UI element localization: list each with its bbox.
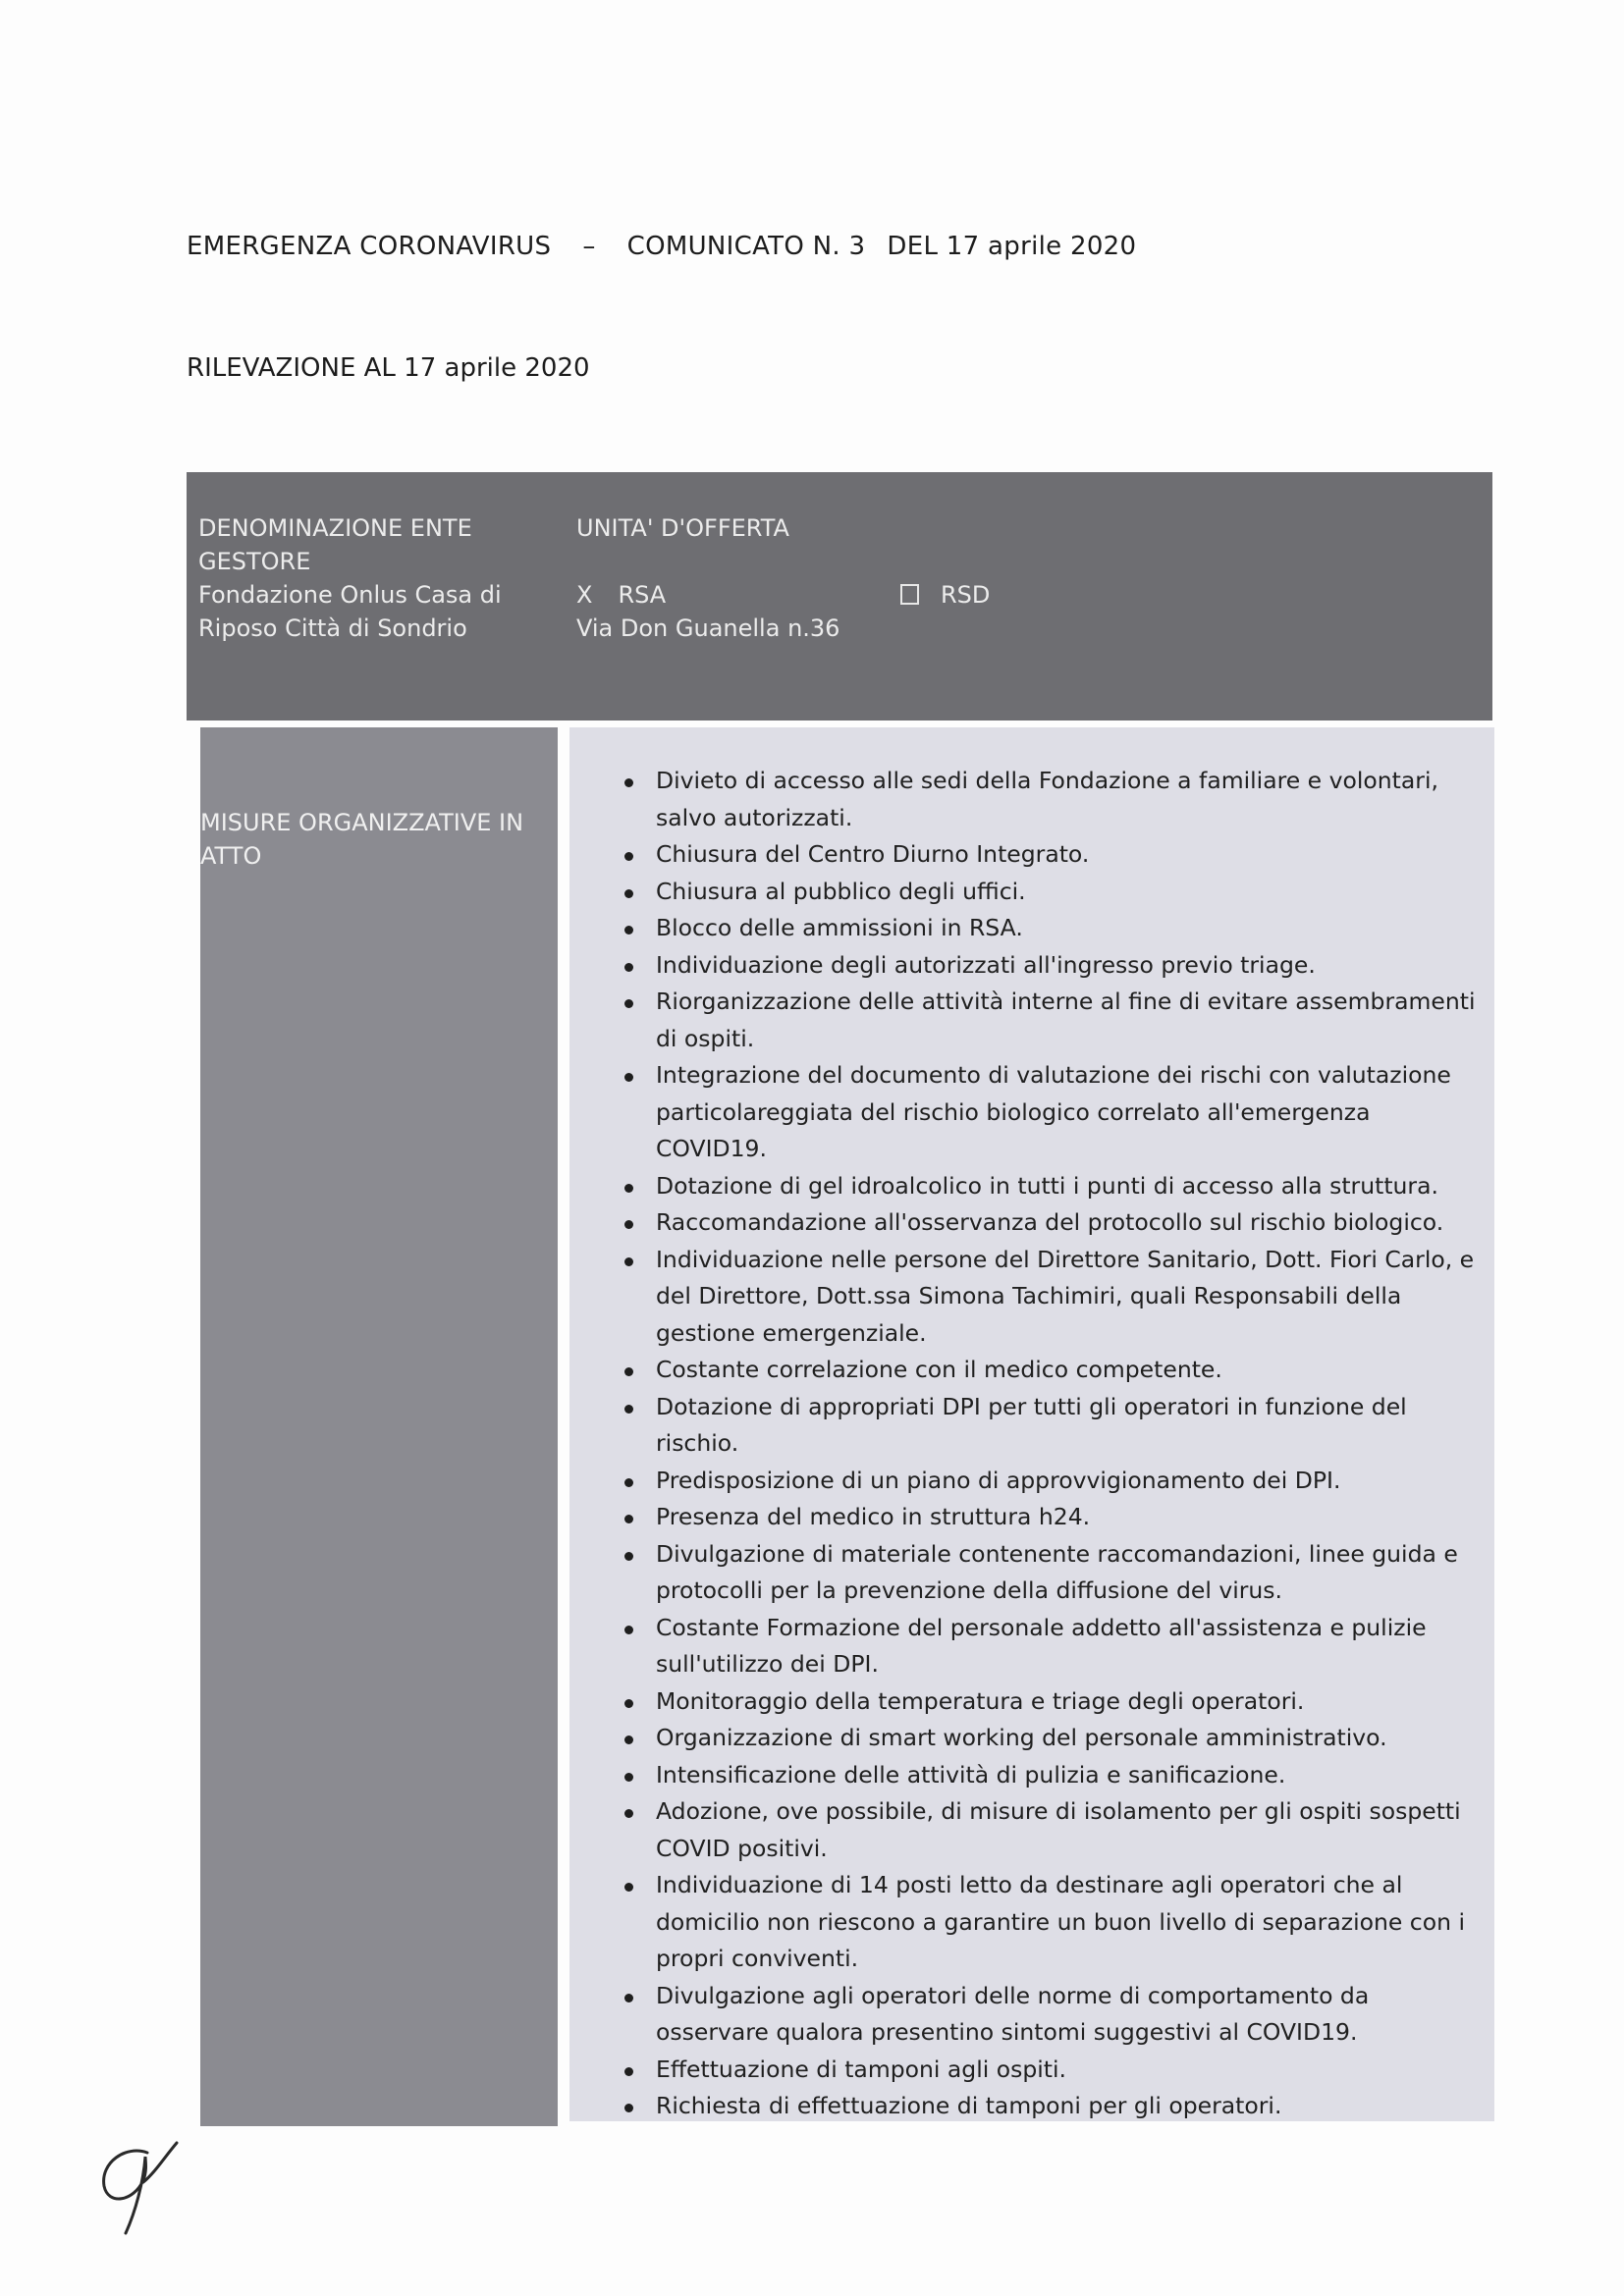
bullet-icon [624,2067,633,2076]
bullet-icon [624,1073,633,1082]
measure-text: Raccomandazione all'osservanza del protocollo sul rischio biologico. [656,1208,1444,1236]
rsd-option [900,578,990,612]
measure-item [569,1352,1483,1389]
bullet-icon [624,2104,633,2112]
bullet-icon [624,963,633,972]
bullet-icon [624,1699,633,1708]
bullet-icon [624,1809,633,1818]
measure-text: Blocco delle ammissioni in RSA. [656,914,1023,941]
measure-text: Intensificazione delle attività di pulizia e sanificazione. [656,1760,1286,1789]
unit-options [576,578,1460,612]
bullet-icon [624,1515,633,1523]
measure-text: Presenza del medico in struttura h24. [656,1503,1091,1530]
measure-item [569,836,1483,874]
measure-item [569,1463,1483,1500]
rsa-check-mark: X [576,581,593,609]
measure-item [569,1683,1483,1721]
measure-text: Individuazione degli autorizzati all'ingresso previo triage. [656,950,1316,979]
bullet-icon [624,1626,633,1634]
header-comunicato: COMUNICATO N. 3 [626,232,866,261]
measure-item [569,1867,1483,1978]
bullet-icon [624,1184,633,1193]
measure-item [569,1720,1483,1757]
measure-item [569,1793,1483,1867]
misure-content-cell [569,727,1494,2121]
measure-text: Dotazione di gel idroalcolico in tutti i punti di accesso alla struttura. [656,1171,1438,1200]
measure-item [569,1057,1483,1168]
bullet-icon [624,1552,633,1561]
measure-item [569,984,1483,1057]
measures-list [569,763,1483,2125]
measure-item [569,1610,1483,1683]
header-title: EMERGENZA CORONAVIRUS [187,232,552,261]
measure-text: Dotazione di appropriati DPI per tutti gli operatori in funzione del rischio. [656,1392,1407,1457]
measure-text: Monitoraggio della temperatura e triage degli operatori. [656,1686,1305,1715]
measure-text: Divulgazione di materiale contenente raccomandazioni, linee guida e protocolli per la prevenzione della diffusione del virus. [656,1539,1458,1604]
bullet-icon [624,889,633,898]
misure-label-cell [200,727,558,2126]
measure-text: Integrazione del documento di valutazione dei rischi con valutazione particolareggiata del rischio biologico correlato all'emergenza COVID19. [656,1061,1451,1162]
bullet-icon [624,1735,633,1744]
measure-item [569,2088,1483,2125]
rilevazione-line: RILEVAZIONE AL 17 aprile 2020 [187,353,590,383]
ente-cell [198,511,552,645]
measure-item [569,1242,1483,1353]
ente-label-line2: GESTORE [198,548,311,575]
measure-text: Organizzazione di smart working del personale amministrativo. [656,1724,1387,1751]
measure-item [569,874,1483,911]
address: Via Don Guanella n.36 [576,614,840,642]
measure-text: Divieto di accesso alle sedi della Fondazione a familiare e volontari, salvo autorizzati. [656,767,1438,831]
measure-text: Adozione, ove possibile, di misure di isolamento per gli ospiti sospetti COVID positivi. [656,1797,1461,1862]
header-dash: – [582,232,596,261]
measure-item [569,1204,1483,1242]
unita-label: UNITA' D'OFFERTA [576,514,789,542]
table-top-row [187,472,1492,721]
ente-label-line1: DENOMINAZIONE ENTE [198,514,472,542]
measure-text: Chiusura al pubblico degli uffici. [656,877,1026,905]
measure-text: Effettuazione di tamponi agli ospiti. [656,2055,1067,2083]
rsd-checkbox-icon [900,584,919,605]
measure-item [569,2052,1483,2089]
bullet-icon [624,852,633,861]
bullet-icon [624,1994,633,2002]
bullet-icon [624,1883,633,1892]
measure-item [569,1168,1483,1205]
measure-text: Richiesta di effettuazione di tamponi per gli operatori. [656,2092,1282,2119]
measure-item [569,910,1483,947]
bullet-icon [624,778,633,787]
measure-text: Costante correlazione con il medico competente. [656,1356,1222,1383]
bullet-icon [624,1773,633,1782]
rsa-label: RSA [618,581,667,609]
bullet-icon [624,926,633,934]
measure-text: Individuazione di 14 posti letto da destinare agli operatori che al domicilio non riescono a garantire un buon livello di separazione con i propri conviventi. [656,1871,1465,1972]
ente-name-line2: Riposo Città di Sondrio [198,614,467,642]
bullet-icon [624,1478,633,1487]
measure-text: Riorganizzazione delle attività interne al fine di evitare assembramenti di ospiti. [656,988,1476,1052]
header-date: DEL 17 aprile 2020 [887,232,1137,261]
measure-item [569,763,1483,836]
measure-text: Divulgazione agli operatori delle norme di comportamento da osservare qualora presentino sintomi suggestivi al COVID19. [656,1981,1370,2046]
rsa-option [576,578,900,612]
measure-text: Individuazione nelle persone del Direttore Sanitario, Dott. Fiori Carlo, e del Direttore, Dott.ssa Simona Tachimiri, quali Responsabili della gestione emergenziale. [656,1245,1475,1347]
rsd-label: RSD [941,581,991,609]
measure-text: Predisposizione di un piano di approvvigionamento dei DPI. [656,1466,1341,1494]
measure-item [569,1757,1483,1794]
ente-name-line1: Fondazione Onlus Casa di [198,581,502,609]
measure-text: Chiusura del Centro Diurno Integrato. [656,840,1090,868]
bullet-icon [624,1367,633,1376]
document-header [187,232,1136,261]
measure-text: Costante Formazione del personale addetto all'assistenza e pulizie sull'utilizzo dei DPI. [656,1613,1427,1678]
unita-cell [576,511,1460,645]
handwritten-signature [86,2135,194,2243]
measure-item [569,1536,1483,1610]
bullet-icon [624,1257,633,1266]
measure-item [569,1389,1483,1463]
measure-item [569,1499,1483,1536]
measure-item [569,947,1483,985]
measure-item [569,1978,1483,2052]
bullet-icon [624,1405,633,1414]
misure-label: MISURE ORGANIZZATIVE IN ATTO [200,809,524,870]
bullet-icon [624,999,633,1008]
bullet-icon [624,1220,633,1229]
